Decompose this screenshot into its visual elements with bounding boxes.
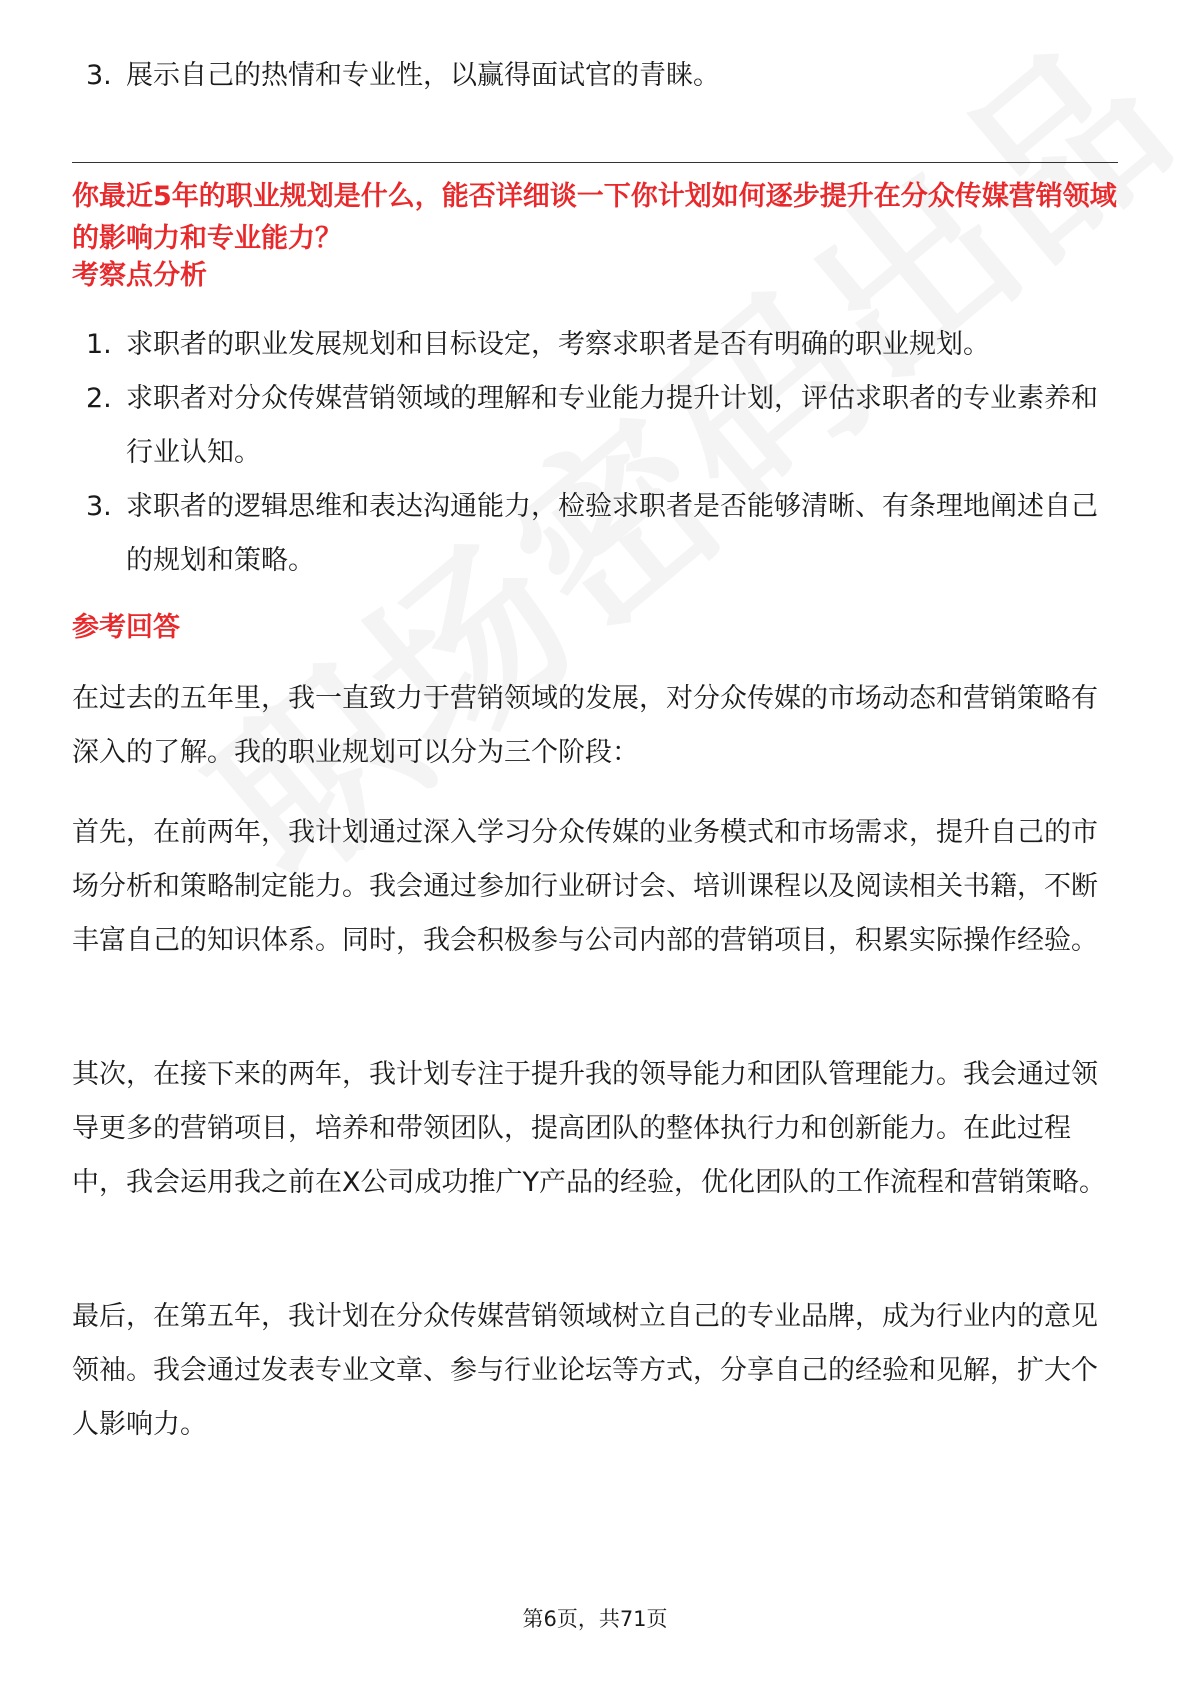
list-item-text: 展示自己的热情和专业性，以赢得面试官的青睐。 — [126, 60, 720, 91]
list-item-number: 3. — [86, 491, 112, 522]
answer-paragraph: 其次，在接下来的两年，我计划专注于提升我的领导能力和团队管理能力。我会通过领导更多的营销项目，培养和带领团队，提高团队的整体执行力和创新能力。在此过程中，我会运用我之前在X公司成功推广Y产品的经验，优化团队的工作流程和营销策略。 — [72, 1059, 1106, 1198]
list-item — [72, 480, 1118, 588]
section-divider — [72, 162, 1118, 163]
list-item-number: 3. — [86, 60, 112, 91]
question-title: 你最近5年的职业规划是什么，能否详细谈一下你计划如何逐步提升在分众传媒营销领域的影响力和专业能力？ — [72, 181, 1117, 254]
page-footer: 第6页，共71页 — [522, 1607, 668, 1631]
list-item — [72, 49, 1118, 103]
list-item-number: 1. — [86, 329, 112, 360]
list-item — [72, 318, 1118, 372]
answer-paragraph: 最后，在第五年，我计划在分众传媒营销领域树立自己的专业品牌，成为行业内的意见领袖。我会通过发表专业文章、参与行业论坛等方式，分享自己的经验和见解，扩大个人影响力。 — [72, 1301, 1098, 1440]
answer-paragraph: 在过去的五年里，我一直致力于营销领域的发展，对分众传媒的市场动态和营销策略有深入的了解。我的职业规划可以分为三个阶段： — [72, 683, 1098, 768]
answer-heading: 参考回答 — [72, 612, 180, 643]
analysis-list — [72, 318, 1118, 588]
list-item-text: 求职者的职业发展规划和目标设定，考察求职者是否有明确的职业规划。 — [126, 329, 990, 360]
list-item — [72, 372, 1118, 480]
list-item-number: 2. — [86, 383, 112, 414]
list-item-text: 求职者的逻辑思维和表达沟通能力，检验求职者是否能够清晰、有条理地阐述自己的规划和策略。 — [126, 491, 1098, 576]
list-item-text: 求职者对分众传媒营销领域的理解和专业能力提升计划，评估求职者的专业素养和行业认知。 — [126, 383, 1098, 468]
analysis-heading: 考察点分析 — [72, 260, 207, 291]
answer-paragraph: 首先，在前两年，我计划通过深入学习分众传媒的业务模式和市场需求，提升自己的市场分析和策略制定能力。我会通过参加行业研讨会、培训课程以及阅读相关书籍，不断丰富自己的知识体系。同时，我会积极参与公司内部的营销项目，积累实际操作经验。 — [72, 817, 1098, 956]
previous-section-list — [72, 49, 1118, 103]
